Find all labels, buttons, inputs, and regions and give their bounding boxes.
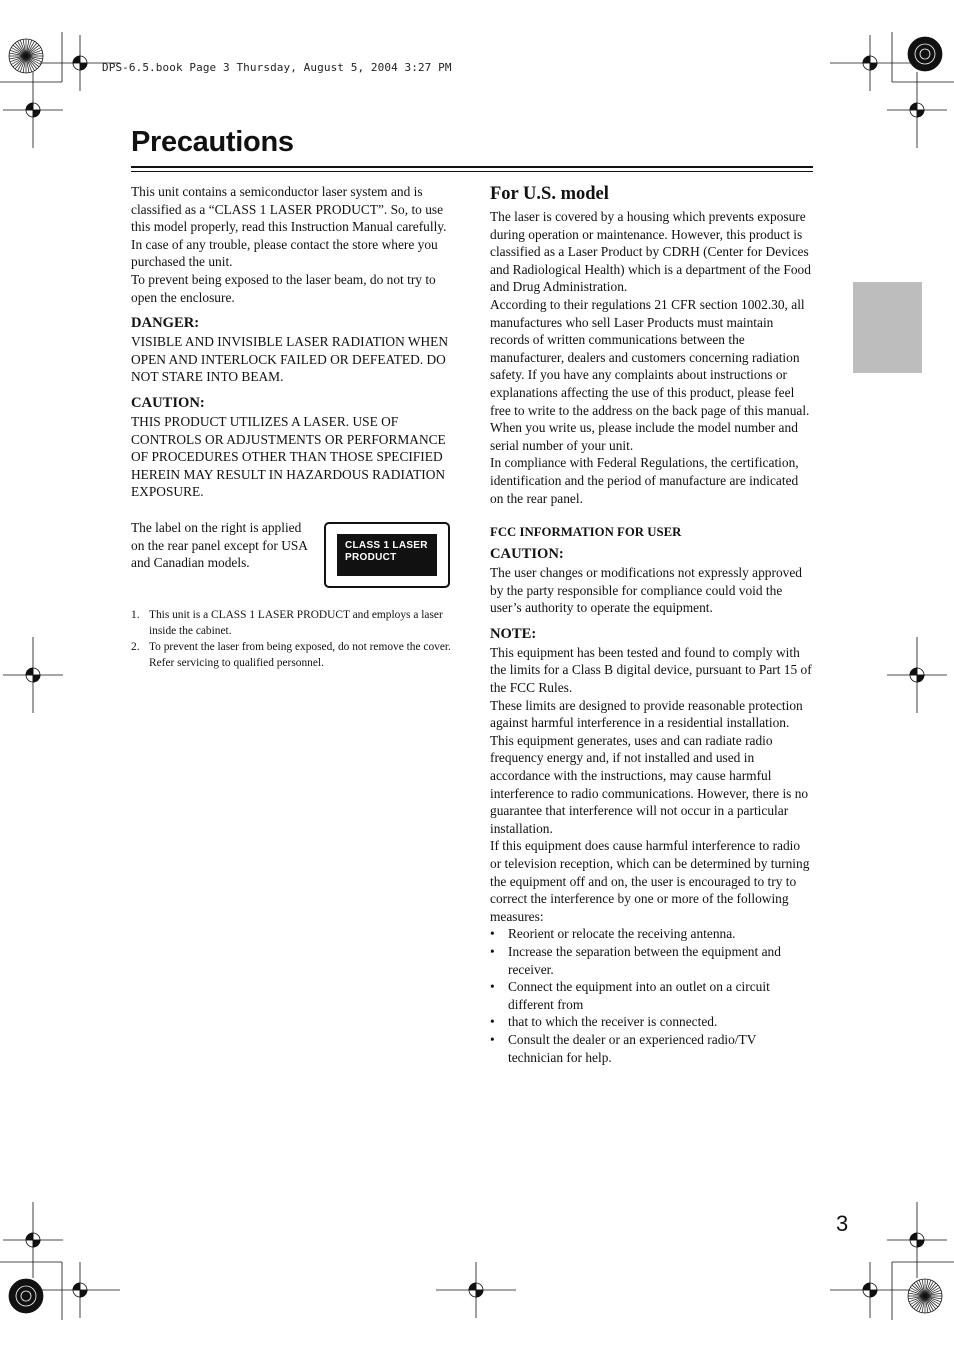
class-1-laser-label: [324, 522, 450, 588]
bullet: •: [490, 926, 495, 942]
page-title: Precautions: [131, 126, 294, 158]
page-number: 3: [836, 1211, 849, 1236]
note-heading: NOTE:: [490, 625, 537, 642]
footnote-list: [131, 607, 455, 671]
us-model-heading: For U.S. model: [490, 184, 609, 204]
bullet: •: [490, 1031, 495, 1047]
fcc-heading: FCC INFORMATION FOR USER: [490, 525, 682, 540]
caution-heading: CAUTION:: [131, 394, 205, 411]
bullet: •: [490, 979, 495, 995]
list-item: [490, 1031, 814, 1066]
label-note: The label on the right is applied on the rear panel except for USA and Canadian models.: [131, 519, 308, 571]
measure-text: that to which the receiver is connected.: [508, 1014, 718, 1030]
bullet: •: [490, 1014, 495, 1030]
us-paragraph-3: In compliance with Federal Regulations, the certification, identification and the period of manufacture are indicated on the rear panel.: [490, 455, 799, 506]
section-tab: [853, 282, 922, 373]
danger-text: VISIBLE AND INVISIBLE LASER RADIATION WHEN OPEN AND INTERLOCK FAILED OR DEFEATED. DO NOT STARE INTO BEAM.: [131, 334, 449, 385]
measures-list: [490, 925, 814, 1066]
registration-disc-icon: [9, 1279, 43, 1313]
file-header-stamp: DPS-6.5.book Page 3 Thursday, August 5, 2004 3:27 PM: [102, 61, 452, 74]
footnote-number: 2.: [131, 640, 140, 653]
footnote-text: To prevent the laser from being exposed, do not remove the cover. Refer servicing to qualified personnel.: [149, 640, 451, 669]
us-paragraph-2: According to their regulations 21 CFR section 1002.30, all manufactures who sell Laser Products must maintain records of written communications between the manufacturer, dealers and customers concerning radiation safety. If you have any complaints about instructions or explanations affecting the use of this product, please feel free to write to the address on the back page of this manual. When you write us, please include the model number and serial number of your unit.: [490, 296, 810, 453]
list-item: [490, 925, 814, 943]
list-item: [490, 943, 814, 978]
measure-text: Connect the equipment into an outlet on a circuit different from: [508, 979, 770, 1012]
intro-paragraph: This unit contains a semiconductor laser system and is classified as a “CLASS 1 LASER PRODUCT”. So, to use this model properly, read this Instruction Manual carefully. In case of any trouble, please contact the store where you purchased the unit.: [131, 184, 447, 270]
footnote-item: [131, 607, 455, 639]
list-item: [490, 1013, 814, 1031]
title-rule: [131, 166, 813, 168]
fcc-caution-heading: CAUTION:: [490, 546, 564, 563]
note-paragraph-3: If this equipment does cause harmful interference to radio or television reception, which can be determined by turning the equipment off and on, the user is encouraged to try to correct the interference by one or more of the following measures:: [490, 838, 810, 924]
measure-text: Increase the separation between the equipment and receiver.: [508, 943, 781, 977]
fcc-caution-text: The user changes or modifications not expressly approved by the party responsible for compliance could void the user’s authority to operate the equipment.: [490, 565, 802, 616]
left-column: [131, 183, 455, 671]
laser-label-line-2: PRODUCT: [345, 552, 397, 564]
title-rule-thin: [131, 171, 813, 172]
note-paragraph: This equipment has been tested and found to comply with the limits for a Class B digital device, pursuant to Part 15 of the FCC Rules.: [490, 644, 812, 696]
caution-text: THIS PRODUCT UTILIZES A LASER. USE OF CONTROLS OR ADJUSTMENTS OR PERFORMANCE OF PROCEDURES OTHER THAN THOSE SPECIFIED HEREIN MAY RESULT IN HAZARDOUS RADIATION EXPOSURE.: [131, 413, 446, 500]
list-item: [490, 978, 814, 1013]
laser-label-row: [131, 519, 455, 593]
footnote-number: 1.: [131, 608, 140, 621]
footnote-item: [131, 639, 455, 671]
danger-heading: DANGER:: [131, 315, 200, 332]
footnote-text: This unit is a CLASS 1 LASER PRODUCT and employs a laser inside the cabinet.: [149, 608, 443, 637]
laser-label-line-1: CLASS 1 LASER: [345, 539, 428, 551]
note-paragraph-2: These limits are designed to provide reasonable protection against harmful interference in a residential installation. This equipment generates, uses and can radiate radio frequency energy and, if not installed and used in accordance with the instructions, may cause harmful interference to radio communications. However, there is no guarantee that interference will not occur in a particular installation.: [490, 697, 809, 836]
laser-label-plate: [337, 534, 437, 576]
registration-disc-icon: [908, 37, 942, 71]
right-column: [490, 183, 814, 1066]
us-paragraph: The laser is covered by a housing which prevents exposure during operation or maintenance. However, this product is classified as a Laser Product by CDRH (Center for Devices and Radiological Health) which is a department of the Food and Drug Administration.: [490, 209, 811, 295]
bullet: •: [490, 943, 495, 959]
measure-text: Reorient or relocate the receiving antenna.: [508, 926, 736, 942]
intro-paragraph-2: To prevent being exposed to the laser beam, do not try to open the enclosure.: [131, 271, 436, 305]
measure-text: Consult the dealer or an experienced radio/TV technician for help.: [508, 1031, 757, 1065]
